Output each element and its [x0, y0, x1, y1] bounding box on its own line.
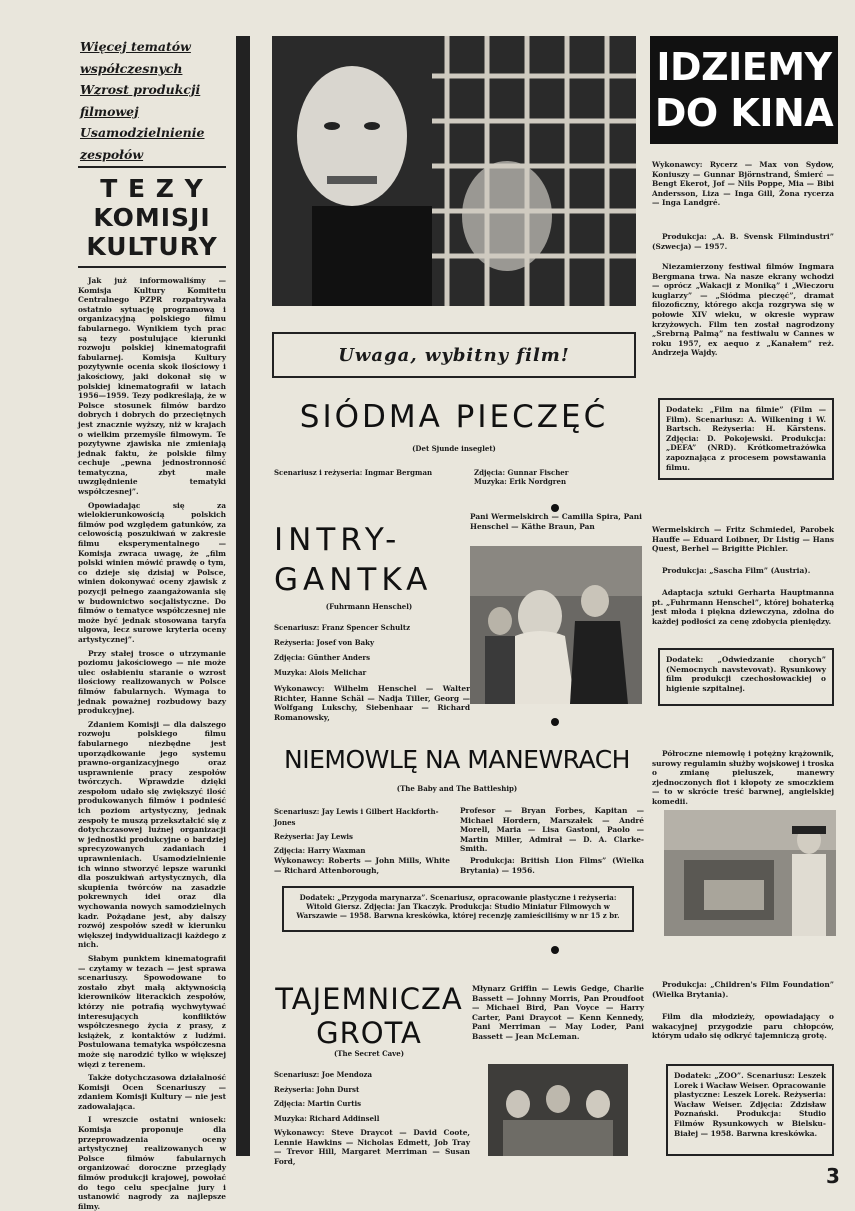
subhead: zespołów [80, 146, 144, 162]
f1-production: Produkcja: „A. B. Svensk Filmindustri” (Szwecja) — 1957. [652, 232, 834, 251]
f1-original-title: (Det Sjunde inseglet) [412, 444, 496, 453]
subhead: Więcej tematów [80, 39, 191, 54]
f2-cast-top: Pani Wermelskirch — Camilla Spira, Pani Henschel — Käthe Braun, Pan [470, 512, 642, 531]
f3-production: Produkcja: British Lion Films” (Wielka Brytania) — 1956. [460, 856, 644, 875]
bullet [551, 504, 559, 512]
f2-review: Adaptacja sztuki Gerharta Hauptmanna pt. „Fuhrmann Henschel”, której bohaterką jest młoda i piękna dziewczyna, zdolna do każdej podłości za cenę zdobycia pieniędzy. [652, 588, 834, 626]
f2-production: Produkcja: „Sascha Film” (Austria). [662, 566, 811, 575]
subhead: filmowej [80, 103, 139, 119]
page-number: 3 [826, 1164, 840, 1188]
f4-review: Film dla młodzieży, opowiadający o wakacyjnej przygodzie paru chłopców, którym udało się odkryć tajemniczą grotę. [652, 1012, 834, 1041]
banner-box [272, 332, 636, 378]
f4-extra-box: Dodatek: „ZOO”. Scenariusz: Leszek Lorek i Wacław Weiser. Opracowanie plastyczne: Leszek Lorek. Reżyseria: Wacław Weiser. Zdjęcia: Zdzisław Poznański. Produkcja: Studio Filmów Rysunkowych w Bielsku-Białej — 1958. Barwna kreskówka. [666, 1064, 834, 1156]
masthead-line2: DO KINA [654, 91, 834, 135]
f3-cast: Wykonawcy: Roberts — John Mills, White — Richard Attenborough, [274, 856, 450, 875]
film-still-photo [272, 36, 636, 306]
f1-review: Niezamierzony festiwal filmów Ingmara Bergmana trwa. Na nasze ekrany wchodzi — oprócz „Wakacji z Moniką” i „Wieczoru kuglarzy” — „Siódma pieczęć”, dramat filozoficzny, którego akcja rozgrywa się w połowie XIV wieku, w okresie wypraw krzyżowych. Film ten został nagrodzony „Srebrną Palmą” na festiwalu w Cannes w roku 1957, ex aequo z „Kanałem” reż. Andrzeja Wajdy. [652, 262, 834, 358]
f4-credits: Scenariusz: Joe Mendoza Reżyseria: John Durst Zdjęcia: Martin Curtis Muzyka: Richard Addinsell [274, 1070, 380, 1123]
bullet [551, 946, 559, 954]
f3-credits: Scenariusz: Jay Lewis i Gilbert Hackforth-Jones Reżyseria: Jay Lewis Zdjęcia: Harry Waxman [274, 807, 439, 855]
f1-title: SIÓDMA PIECZĘĆ [299, 399, 609, 435]
masthead [650, 36, 838, 144]
f2-original-title: (Fuhrmann Henschel) [325, 602, 413, 611]
f3-original-title: (The Baby and The Battleship) [396, 784, 518, 793]
film-still-photo [470, 546, 642, 704]
divider [78, 166, 226, 168]
f2-cast: Wykonawcy: Wilhelm Henschel — Walter Richter, Hanne Schäl — Nadja Tiller, Georg — Wolfgang Lukschy, Siebenhaar — Richard Romanowsky, [274, 684, 470, 722]
subhead: Wzrost produkcji [80, 82, 201, 97]
subhead: współczesnych [80, 60, 183, 76]
f4-cast-right: Młynarz Griffin — Lewis Gedge, Charlie Bassett — Johnny Morris, Pan Proudfoot — Michael Bird, Pan Voyce — Harry Carter, Pani Draycot — Kenn Kennedy, Pani Merriman — May Loder, Pani Bassett — Jean McLeman. [472, 984, 644, 1041]
f2-extra-box: Dodatek: „Odwiedzanie chorych” (Nemocnych navstevovat). Rysunkowy film produkcji czechosłowackiej o higienie szpitalnej. [658, 648, 834, 706]
f2-cast-cont: Wermelskirch — Fritz Schmiedel, Parobek Hauffe — Eduard Loibner, Dr Listig — Hans Quest, Berhel — Brigitte Pichler. [652, 525, 834, 554]
f1-credits-photo: Zdjęcia: Gunnar Fischer [474, 468, 569, 477]
film-still-photo [488, 1064, 628, 1156]
f1-extra-box: Dodatek: „Film na filmie” (Film — Film). Scenariusz: A. Wilkening i W. Bartsch. Reżyseria: H. Kärstens. Zdjęcia: D. Pokojewski. Produkcja: „DEFA” (NRD). Krótkometrażówka zapoznająca z procesem powstawania filmu. [658, 398, 834, 480]
f3-extra-box: Dodatek: „Przygoda marynarza”. Scenariusz, opracowanie plastyczne i reżyseria: Witold Giersz. Zdjęcia: Jan Tkaczyk. Produkcja: Studio Miniatur Filmowych w Warszawie — 1958. Barwna kreskówka, której recenzję zamieściliśmy w nr 15 z br. [282, 886, 634, 932]
bullet [551, 718, 559, 726]
article-body: Jak już informowaliśmy — Komisja Kultury Komitetu Centralnego PZPR rozpatrywała ostatnio sytuację programową i organizacyjną polskiego filmu fabularnego. Wynikiem tych prac są tezy postulujące kierunki rozwoju polskiej kinematografii fabularnej. Komisja Kultury pozytywnie ocenia skok ilościowy i jakościowy, jaki dokonał się w polskiej kinematografii w latach 1956—1959. Tezy podkreślają, że w Polsce stosunek filmów bardzo dobrych i dobrych do przeciętnych jest znacznie wyższy, niż w krajach o wielkim przemyśle filmowym. Te pozytywne zjawiska nie zmieniają jednak faktu, że polskie filmy cechuje „pewna jednostronność tematyczna, zbyt małe uwzględnienie tematyki współczesnej”. Opowiadając się za wielokierunkowością polskich filmów pod względem gatunków, za celowością poszukiwań w zakresie filmu eksperymentalnego — Komisja zwraca uwagę, że „film polski winien mówić prawdę o tym, co dzieje się dzisiaj w Polsce, winien dokonywać oceny zjawisk z pozycji pełnego zaangażowania się w budownictwo socjalistyczne. Do filmów o tematyce współczesnej nie może być jednak stosowana taryfa ulgowa, lecz surowe kryteria oceny artystycznej”. Przy stałej trosce o utrzymanie poziomu jakościowego — nie może ulec osłabieniu staranie o wzrost ilościowy realizowanych w Polsce filmów fabularnych. Wymaga to jednak poważnej rozbudowy bazy produkcyjnej. Zdaniem Komisji — dla dalszego rozwoju polskiego filmu fabularnego niezbędne jest uporządkowanie jego systemu prawno-organizacyjnego oraz usprawnienie pracy zespołów twórczych. Wprawdzie dzięki zespołom udało się zwiększyć ilość produkowanych filmów i podnieść ich poziom artystyczny, jednak zespoły te muszą przekształcić się z dotychczasowej luźnej organizacji w jednostki produkcyjne o bardziej sprecyzowanych zadaniach i uprawnieniach. Usamodzielnienie ich winno stworzyć lepsze warunki dla poszukiwań artystycznych, dla skupienia twórców na zasadzie pokrewnych idei oraz dla wychowania nowych samodzielnych kadr. Pożądane jest, aby dalszy rozwój zespołów szedł w kierunku większej indywidualizacji każdego z nich. Słabym punktem kinematografii — czytamy w tezach — jest sprawa scenariuszy. Spowodowane to zostało zbyt małą aktywnością kierowników literackich zespołów, którzy nie potrafią wychwytywać interesujących konfliktów współczesnego życia z prasy, z książek, z kontaktów z ludźmi. Postulowana tematyka współczesna może się narodzić tylko w większej więzi z terenem. Także dotychczasowa działalność Komisji Ocen Scenariuszy — zdaniem Komisji Kultury — nie jest zadowalająca. I wreszcie ostatni wniosek: Komisja proponuje dla przeprowadzenia oceny artystycznej realizowanych w Polsce filmów fabularnych organizować doroczne przeglądy filmów produkcji krajowej, powołać do tego celu specjalne jury i ustanowić nagrody za najlepsze filmy. [78, 276, 226, 1211]
f3-title: NIEMOWLĘ NA MANEWRACH [284, 745, 630, 774]
left-title: T E Z Y KOMISJI KULTURY [86, 174, 218, 261]
f2-credits: Scenariusz: Franz Spencer Schultz Reżyseria: Josef von Baky Zdjęcia: Günther Anders Muzyka: Alois Melichar [274, 623, 411, 677]
film-still-photo [664, 810, 836, 936]
f4-production: Produkcja: „Children's Film Foundation” (Wielka Brytania). [652, 980, 834, 999]
column-bar [236, 36, 250, 1156]
left-subheads [80, 36, 205, 165]
f4-original-title: (The Secret Cave) [333, 1049, 405, 1058]
f3-review: Półroczne niemowlę i potężny krążownik, surowy regulamin służby wojskowej i troska o zmianę pieluszek, manewry zjednoczonych flot i kłopoty ze smoczkiem — to w skrócie treść barwnej, angielskiej komedii. [652, 749, 834, 806]
f4-cast: Wykonawcy: Steve Draycot — David Coote, Lennie Hawkins — Nicholas Edmett, Job Tray — Trevor Hill, Margaret Merriman — Susan Ford, [274, 1128, 470, 1166]
f1-credits-left: Scenariusz i reżyseria: Ingmar Bergman [274, 468, 433, 477]
f2-title: INTRY- GANTKA [274, 522, 433, 598]
masthead-line1: IDZIEMY [656, 45, 832, 89]
f4-title: TAJEMNICZA GROTA [275, 982, 463, 1050]
banner-text: Uwaga, wybitny film! [338, 344, 570, 366]
f3-cast-right: Profesor — Bryan Forbes, Kapitan — Michael Hordern, Marszałek — André Morell, Maria — Lisa Gastoni, Paolo — Martin Miller, Admirał — D. A. Clarke-Smith. [460, 806, 644, 854]
subhead: Usamodzielnienie [80, 125, 205, 140]
divider [78, 266, 226, 268]
f1-cast: Wykonawcy: Rycerz — Max von Sydow, Koniuszy — Gunnar Björnstrand, Śmierć — Bengt Ekerot, Jof — Nils Poppe, Mia — Bibi Andersson, Liza — Inga Gill, Żona rycerza — Inga Landgré. [652, 160, 834, 208]
f1-credits-music: Muzyka: Erik Nordgren [474, 477, 567, 486]
